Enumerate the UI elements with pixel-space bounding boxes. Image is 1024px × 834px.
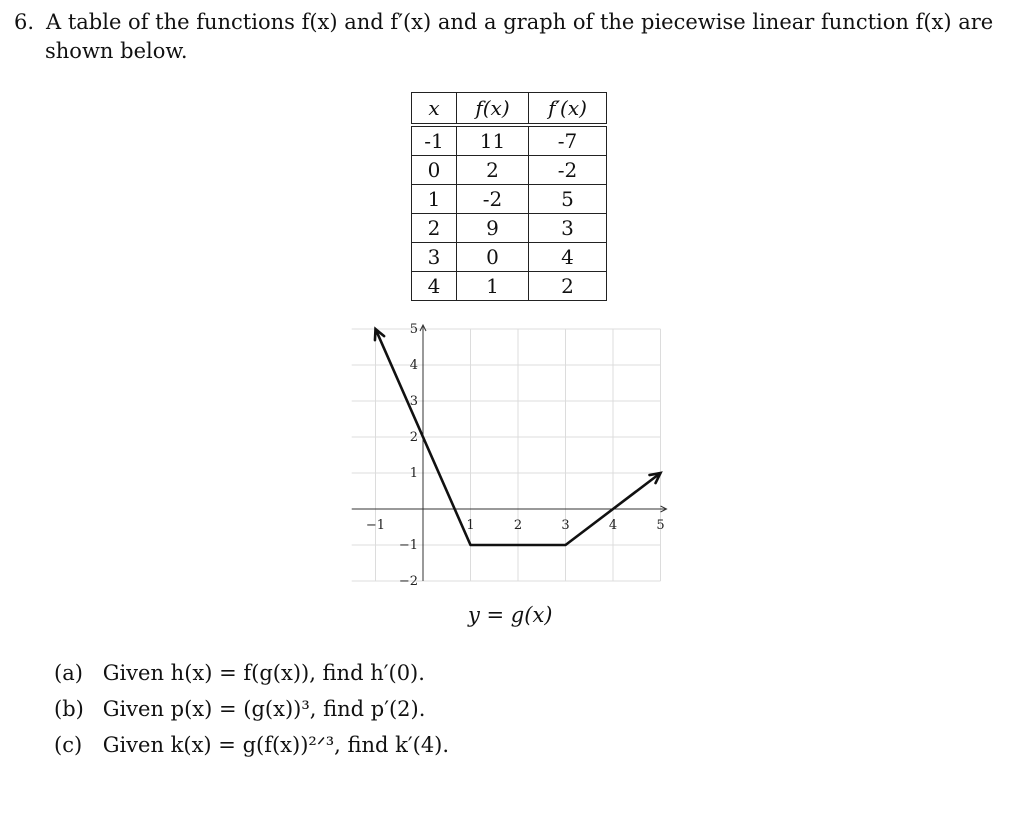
table-cell: 4	[412, 272, 457, 301]
table-cell: 3	[529, 214, 607, 243]
function-value-table	[411, 92, 607, 301]
part-c	[54, 727, 449, 763]
part-b-label: (b)	[54, 697, 84, 721]
table-cell: 2	[529, 272, 607, 301]
table-row	[412, 243, 607, 272]
part-a-label: (a)	[54, 661, 83, 685]
table-cell: 4	[529, 243, 607, 272]
header-fprime: f′(x)	[529, 93, 607, 126]
table-row	[412, 214, 607, 243]
x-tick-label: 3	[561, 518, 570, 533]
x-tick-label: 4	[608, 518, 618, 533]
table-cell: 5	[529, 185, 607, 214]
part-b	[54, 691, 449, 727]
table-cell: -1	[412, 125, 457, 156]
x-tick-label: 1	[466, 518, 475, 533]
table-cell: 2	[457, 156, 529, 185]
y-tick-label: 3	[409, 394, 418, 409]
y-tick-label: 4	[409, 358, 418, 373]
part-c-label: (c)	[54, 733, 83, 757]
table-cell: -2	[457, 185, 529, 214]
table-cell: 1	[412, 185, 457, 214]
table-cell: 3	[412, 243, 457, 272]
table-row	[412, 125, 607, 156]
table-cell: 11	[457, 125, 529, 156]
table-cell: 1	[457, 272, 529, 301]
y-tick-label: 1	[409, 466, 418, 481]
y-tick-label: −2	[398, 574, 418, 589]
graph-of-g	[340, 316, 680, 598]
part-b-text: Given p(x) = (g(x))³, find p′(2).	[102, 697, 426, 721]
table-cell: 0	[412, 156, 457, 185]
problem-number: 6.	[14, 10, 35, 34]
part-a	[54, 655, 449, 691]
y-tick-label: 2	[409, 430, 418, 445]
table-row	[412, 156, 607, 185]
problem-statement	[14, 8, 1004, 66]
x-tick-label: 5	[656, 518, 665, 533]
x-tick-label: 2	[513, 518, 523, 533]
x-tick-label: −1	[365, 518, 386, 533]
table-cell: 2	[412, 214, 457, 243]
table-cell: 0	[457, 243, 529, 272]
table-row	[412, 272, 607, 301]
table-cell: 9	[457, 214, 529, 243]
y-tick-label: −1	[398, 538, 418, 553]
table-row	[412, 185, 607, 214]
part-c-text: Given k(x) = g(f(x))²ᐟ³, find k′(4).	[102, 733, 450, 757]
graph-caption: y = g(x)	[468, 603, 553, 627]
part-a-text: Given h(x) = f(g(x)), find h′(0).	[102, 661, 425, 685]
y-tick-label: 5	[409, 322, 418, 337]
question-parts	[54, 655, 449, 763]
table-header-row	[412, 93, 607, 126]
problem-intro-line1: A table of the functions f(x) and f′(x) and a graph of the piecewise linear function f(x) are	[46, 10, 994, 34]
table-cell: -7	[529, 125, 607, 156]
header-fx: f(x)	[457, 93, 529, 126]
problem-intro-line2: shown below.	[45, 39, 188, 63]
table-cell: -2	[529, 156, 607, 185]
header-x: x	[412, 93, 457, 126]
